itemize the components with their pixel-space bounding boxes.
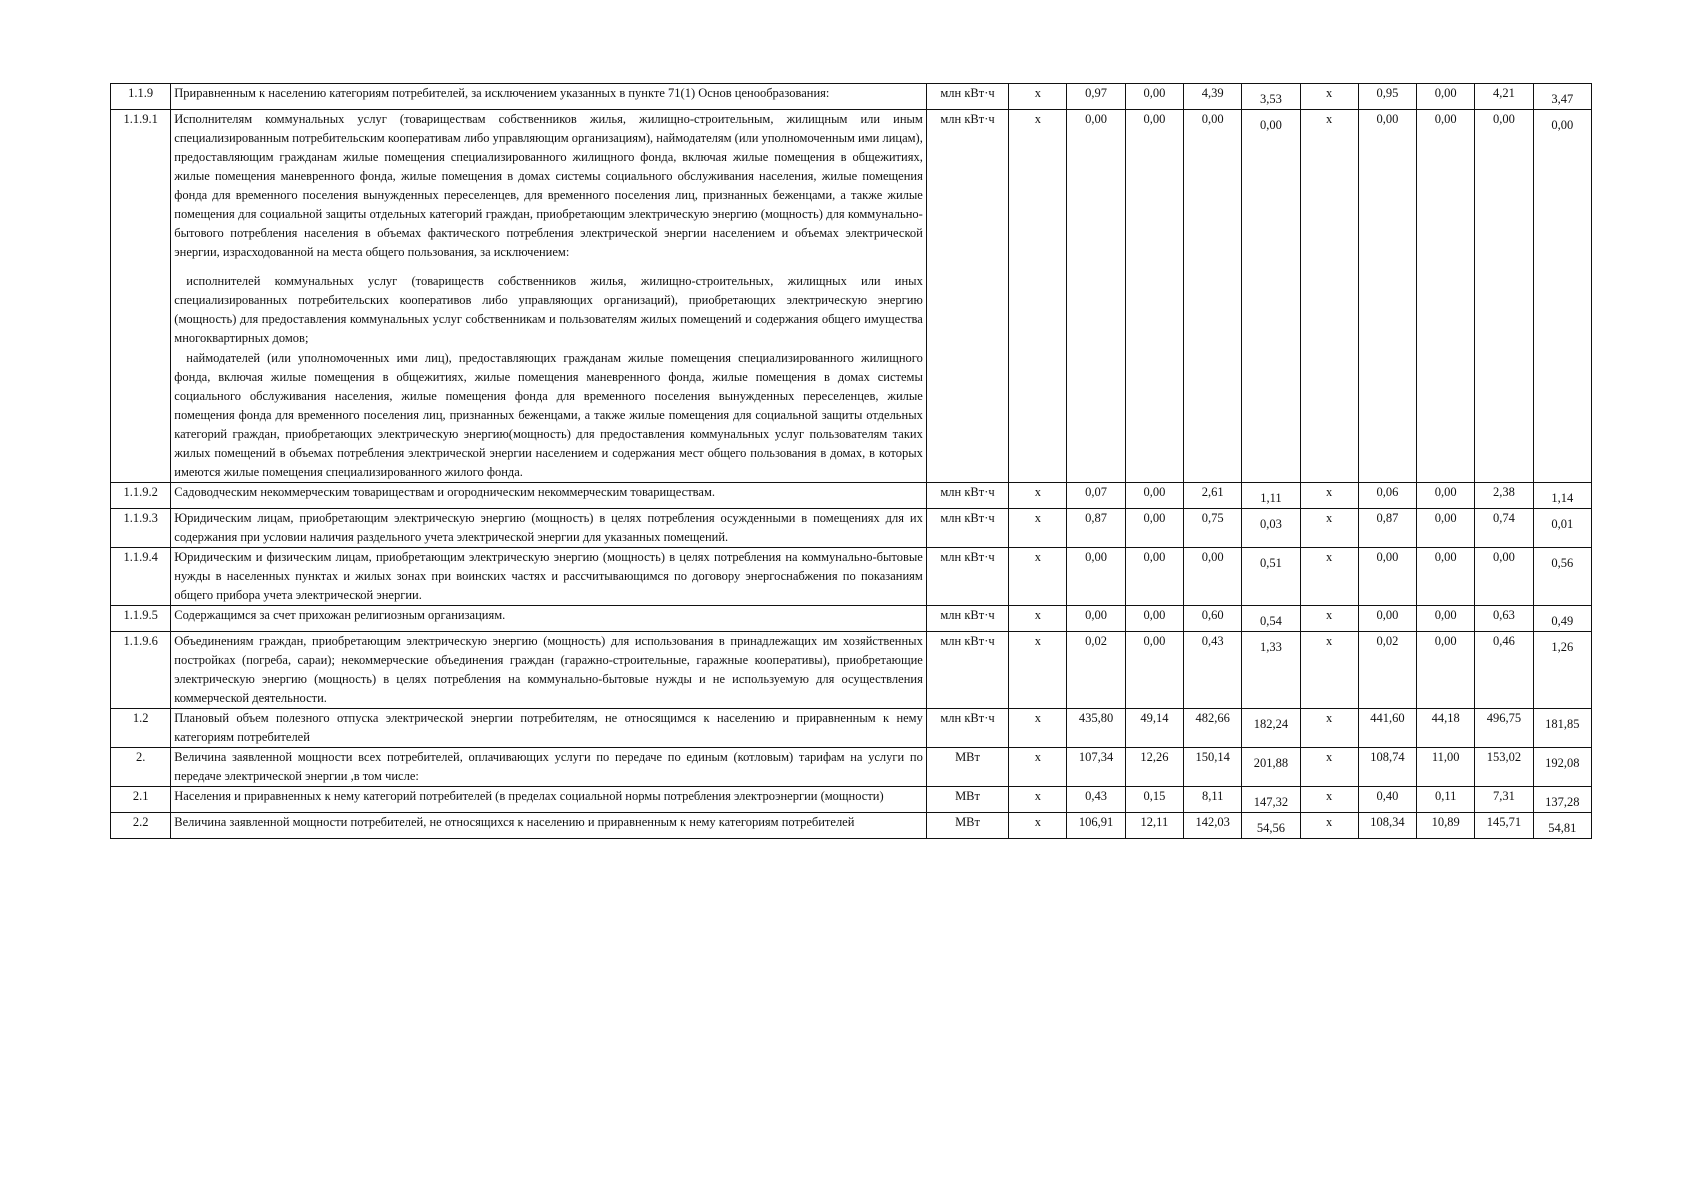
cell-value: 0,56 (1551, 556, 1574, 570)
value-cell (1184, 84, 1242, 110)
value-cell (1242, 748, 1300, 787)
not-applicable-cell (1300, 483, 1358, 509)
row-code: 2.1 (111, 787, 171, 813)
value-cell (1417, 709, 1475, 748)
row-unit: млн кВт·ч (926, 483, 1008, 509)
value-cell (1184, 813, 1242, 839)
not-applicable-cell (1009, 787, 1067, 813)
cell-value: х (1034, 511, 1041, 525)
table-row (111, 84, 1592, 110)
value-cell (1242, 548, 1300, 606)
value-cell (1184, 606, 1242, 632)
row-description (171, 110, 927, 483)
description-paragraph: Объединениям граждан, приобретающим электрическую энергию (мощность) для использования в принадлежащих им хозяйственных постройках (погреба, сараи); некоммерческие объединения граждан (гаражно-строительные, гаражные кооперативы), приобретающие электрическую энергию (мощность) в целях потребления на коммунально-бытовые нужды и не используемую для осуществления коммерческой деятельности. (174, 634, 923, 705)
cell-value: 192,08 (1545, 756, 1580, 770)
cell-value: х (1034, 112, 1041, 126)
row-unit: млн кВт·ч (926, 632, 1008, 709)
cell-value: х (1034, 815, 1041, 829)
cell-value: 44,18 (1431, 711, 1460, 725)
cell-value: 54,81 (1548, 821, 1577, 835)
cell-value: х (1034, 485, 1041, 499)
row-unit: млн кВт·ч (926, 509, 1008, 548)
cell-value: 108,74 (1370, 750, 1405, 764)
cell-value: 182,24 (1253, 717, 1289, 731)
cell-value: х (1326, 86, 1333, 100)
cell-value: 0,00 (1434, 608, 1457, 622)
value-cell (1358, 606, 1416, 632)
description-paragraph: Приравненным к населению категориям потребителей, за исключением указанных в пункте 71(1) Основ ценообразования: (174, 86, 830, 100)
table-row (111, 813, 1592, 839)
value-cell (1184, 509, 1242, 548)
value-cell (1417, 483, 1475, 509)
not-applicable-cell (1009, 813, 1067, 839)
row-unit: млн кВт·ч (926, 606, 1008, 632)
cell-value: 0,43 (1201, 634, 1224, 648)
row-code: 1.1.9.3 (111, 509, 171, 548)
value-cell (1067, 110, 1125, 483)
table-row (111, 709, 1592, 748)
value-cell (1125, 548, 1183, 606)
cell-value: 435,80 (1078, 711, 1114, 725)
description-paragraph: Величина заявленной мощности всех потребителей, оплачивающих услуги по передаче по единым (котловым) тарифам на услуги по передаче электрической энергии ,в том числе: (174, 750, 923, 783)
value-cell (1067, 813, 1125, 839)
value-cell (1125, 110, 1183, 483)
cell-value: 10,89 (1431, 815, 1460, 829)
cell-value: 0,00 (1085, 550, 1108, 564)
not-applicable-cell (1009, 709, 1067, 748)
cell-value: 0,02 (1376, 634, 1399, 648)
value-cell (1242, 606, 1300, 632)
value-cell (1358, 548, 1416, 606)
cell-value: х (1326, 608, 1333, 622)
not-applicable-cell (1009, 548, 1067, 606)
value-cell (1358, 787, 1416, 813)
not-applicable-cell (1300, 748, 1358, 787)
cell-value: 201,88 (1253, 756, 1289, 770)
table-row (111, 787, 1592, 813)
not-applicable-cell (1300, 632, 1358, 709)
cell-value: 4,21 (1493, 86, 1515, 100)
not-applicable-cell (1300, 606, 1358, 632)
table-row (111, 748, 1592, 787)
value-cell (1533, 483, 1591, 509)
value-cell (1533, 606, 1591, 632)
cell-value: 150,14 (1195, 750, 1230, 764)
not-applicable-cell (1300, 813, 1358, 839)
row-unit: МВт (926, 748, 1008, 787)
table-row (111, 110, 1592, 483)
value-cell (1067, 787, 1125, 813)
not-applicable-cell (1300, 709, 1358, 748)
cell-value: 137,28 (1545, 795, 1580, 809)
cell-value: 0,74 (1493, 511, 1515, 525)
value-cell (1125, 813, 1183, 839)
row-description (171, 632, 927, 709)
cell-value: 0,43 (1085, 789, 1108, 803)
cell-value: х (1034, 608, 1041, 622)
row-code: 1.1.9.2 (111, 483, 171, 509)
cell-value: 4,39 (1201, 86, 1224, 100)
row-code: 2. (111, 748, 171, 787)
value-cell (1417, 548, 1475, 606)
value-cell (1125, 632, 1183, 709)
not-applicable-cell (1009, 632, 1067, 709)
not-applicable-cell (1300, 110, 1358, 483)
value-cell (1358, 748, 1416, 787)
cell-value: 0,40 (1376, 789, 1399, 803)
value-cell (1533, 748, 1591, 787)
value-cell (1358, 84, 1416, 110)
value-cell (1358, 483, 1416, 509)
cell-value: 2,61 (1201, 485, 1224, 499)
cell-value: 0,63 (1493, 608, 1515, 622)
value-cell (1184, 787, 1242, 813)
cell-value: 0,00 (1085, 608, 1108, 622)
value-cell (1125, 748, 1183, 787)
value-cell (1358, 110, 1416, 483)
cell-value: 0,49 (1551, 614, 1574, 628)
cell-value: 0,00 (1434, 86, 1457, 100)
table-row (111, 632, 1592, 709)
row-description (171, 709, 927, 748)
cell-value: 0,00 (1143, 550, 1166, 564)
value-cell (1184, 483, 1242, 509)
row-description (171, 548, 927, 606)
cell-value: 482,66 (1195, 711, 1230, 725)
cell-value: х (1034, 550, 1041, 564)
cell-value: 0,00 (1434, 511, 1457, 525)
cell-value: 0,97 (1085, 86, 1108, 100)
not-applicable-cell (1009, 110, 1067, 483)
cell-value: 0,15 (1143, 789, 1166, 803)
description-paragraph: Населения и приравненных к нему категорий потребителей (в пределах социальной нормы потребления электроэнергии (мощности) (174, 789, 884, 803)
value-cell (1184, 110, 1242, 483)
cell-value: 0,00 (1434, 112, 1457, 126)
row-description (171, 813, 927, 839)
cell-value: 49,14 (1140, 711, 1169, 725)
cell-value: 0,00 (1434, 634, 1457, 648)
cell-value: 0,00 (1434, 485, 1457, 499)
value-cell (1533, 548, 1591, 606)
cell-value: 0,00 (1259, 118, 1282, 132)
cell-value: х (1326, 815, 1333, 829)
cell-value: 0,00 (1143, 112, 1166, 126)
cell-value: 0,00 (1143, 634, 1166, 648)
cell-value: 2,38 (1493, 485, 1515, 499)
cell-value: 0,46 (1493, 634, 1515, 648)
cell-value: 0,11 (1435, 789, 1457, 803)
value-cell (1242, 509, 1300, 548)
value-cell (1358, 632, 1416, 709)
value-cell (1184, 548, 1242, 606)
not-applicable-cell (1300, 84, 1358, 110)
description-paragraph: наймодателей (или уполномоченных ими лиц), предоставляющих гражданам жилые помещения специализированного жилищного фонда, включая жилые помещения в общежитиях, жилые помещения маневренного фонда, жилые помещения в домах системы социального обслуживания населения, жилые помещения фонда для временного поселения вынужденных переселенцев, жилые помещения фонда для временного поселения лиц, признанных беженцами, а также жилые помещения для социальной защиты отдельных категорий граждан, приобретающих электрическую энергию(мощность) для предоставления коммунальных услуг пользователям таких жилых помещений в объемах потребления электрической энергии населением и содержания мест общего пользования в домах, в которых имеются жилые помещения специализированного жилого фонда. (174, 351, 923, 479)
cell-value: 0,75 (1201, 511, 1224, 525)
cell-value: х (1326, 711, 1333, 725)
value-cell (1475, 709, 1533, 748)
value-cell (1475, 606, 1533, 632)
value-cell (1242, 483, 1300, 509)
not-applicable-cell (1009, 748, 1067, 787)
cell-value: 7,31 (1493, 789, 1515, 803)
cell-value: х (1034, 789, 1041, 803)
description-paragraph: Плановый объем полезного отпуска электрической энергии потребителям, не относящимся к населению и приравненным к нему категориям потребителей (174, 711, 923, 744)
row-unit: млн кВт·ч (926, 548, 1008, 606)
value-cell (1358, 709, 1416, 748)
row-unit: МВт (926, 813, 1008, 839)
description-paragraph: Садоводческим некоммерческим товариществам и огородническим некоммерческим товариществам. (174, 485, 715, 499)
cell-value: 0,02 (1085, 634, 1108, 648)
not-applicable-cell (1300, 787, 1358, 813)
cell-value: 3,47 (1551, 92, 1574, 106)
value-cell (1125, 483, 1183, 509)
cell-value: 1,11 (1260, 491, 1282, 505)
cell-value: 0,06 (1376, 485, 1399, 499)
value-cell (1067, 748, 1125, 787)
value-cell (1067, 483, 1125, 509)
not-applicable-cell (1009, 84, 1067, 110)
cell-value: х (1034, 711, 1041, 725)
cell-value: 0,95 (1376, 86, 1399, 100)
value-cell (1475, 787, 1533, 813)
row-description (171, 84, 927, 110)
row-unit: млн кВт·ч (926, 110, 1008, 483)
value-cell (1067, 509, 1125, 548)
row-code: 1.1.9.1 (111, 110, 171, 483)
value-cell (1184, 632, 1242, 709)
cell-value: 0,87 (1376, 511, 1399, 525)
cell-value: 0,07 (1085, 485, 1108, 499)
value-cell (1417, 509, 1475, 548)
value-cell (1475, 632, 1533, 709)
description-paragraph: Юридическим и физическим лицам, приобретающим электрическую энергию (мощность) в целях потребления на коммунально-бытовые нужды в населенных пунктах и жилых зонах при воинских частях и рассчитывающимся по договору энергоснабжения по показаниям общего прибора учета электрической энергии. (174, 550, 923, 602)
value-cell (1242, 813, 1300, 839)
not-applicable-cell (1009, 509, 1067, 548)
cell-value: 0,00 (1201, 550, 1224, 564)
value-cell (1184, 709, 1242, 748)
value-cell (1358, 509, 1416, 548)
value-cell (1067, 632, 1125, 709)
value-cell (1358, 813, 1416, 839)
row-code: 1.1.9.4 (111, 548, 171, 606)
description-paragraph: Исполнителям коммунальных услуг (товариществам собственников жилья, жилищно-строительным, жилищным или иным специализированным потребительским кооперативам либо управляющим организациям), наймодателям (или уполномоченным ими лицам), предоставляющим гражданам жилые помещения специализированного жилищного фонда, включая жилые помещения в общежитиях, жилые помещения маневренного фонда, жилые помещения в домах системы социального обслуживания населения, жилые помещения фонда для временного поселения вынужденных переселенцев, для временного поселения лиц, признанных беженцами, а также жилые помещения для социальной защиты отдельных категорий граждан, приобретающим электрическую энергию (мощность) для коммунально-бытового потребления населения в объемах фактического потребления электрической энергии населением и объемах электрической энергии, израсходованной на места общего пользования, за исключением: (174, 112, 923, 259)
table-row (111, 548, 1592, 606)
cell-value: 147,32 (1253, 795, 1289, 809)
cell-value: х (1034, 86, 1041, 100)
cell-value: 0,00 (1551, 118, 1574, 132)
value-cell (1067, 548, 1125, 606)
value-cell (1242, 84, 1300, 110)
row-unit: млн кВт·ч (926, 709, 1008, 748)
table-row (111, 606, 1592, 632)
value-cell (1242, 787, 1300, 813)
cell-value: 0,00 (1143, 608, 1166, 622)
cell-value: х (1326, 511, 1333, 525)
value-cell (1417, 813, 1475, 839)
cell-value: 106,91 (1078, 815, 1114, 829)
cell-value: 107,34 (1078, 750, 1114, 764)
value-cell (1475, 84, 1533, 110)
row-description (171, 509, 927, 548)
cell-value: 181,85 (1545, 717, 1580, 731)
cell-value: 3,53 (1259, 92, 1282, 106)
value-cell (1475, 110, 1533, 483)
value-cell (1184, 748, 1242, 787)
value-cell (1242, 110, 1300, 483)
row-code: 1.1.9 (111, 84, 171, 110)
row-description (171, 483, 927, 509)
value-cell (1533, 709, 1591, 748)
value-cell (1125, 606, 1183, 632)
row-unit: МВт (926, 787, 1008, 813)
cell-value: 11,00 (1431, 750, 1460, 764)
cell-value: х (1326, 634, 1333, 648)
cell-value: 441,60 (1370, 711, 1405, 725)
description-paragraph: Юридическим лицам, приобретающим электрическую энергию (мощность) в целях потребления осужденными в помещениях для их содержания при условии наличия раздельного учета электрической энергии для указанных помещений. (174, 511, 923, 544)
value-cell (1125, 509, 1183, 548)
cell-value: 145,71 (1486, 815, 1522, 829)
value-cell (1417, 110, 1475, 483)
cell-value: 142,03 (1195, 815, 1230, 829)
cell-value: 1,14 (1551, 491, 1574, 505)
cell-value: х (1326, 750, 1333, 764)
value-cell (1242, 709, 1300, 748)
cell-value: 0,03 (1259, 517, 1282, 531)
cell-value: 1,26 (1551, 640, 1574, 654)
row-unit: млн кВт·ч (926, 84, 1008, 110)
value-cell (1417, 632, 1475, 709)
cell-value: х (1326, 789, 1333, 803)
row-code: 1.2 (111, 709, 171, 748)
cell-value: 0,00 (1493, 112, 1515, 126)
value-cell (1475, 748, 1533, 787)
cell-value: 12,26 (1140, 750, 1169, 764)
cell-value: 0,51 (1259, 556, 1282, 570)
cell-value: х (1034, 634, 1041, 648)
value-cell (1533, 509, 1591, 548)
cell-value: 8,11 (1201, 789, 1224, 803)
value-cell (1125, 84, 1183, 110)
value-cell (1417, 606, 1475, 632)
value-cell (1067, 84, 1125, 110)
value-cell (1475, 509, 1533, 548)
cell-value: 0,00 (1143, 511, 1166, 525)
not-applicable-cell (1009, 606, 1067, 632)
value-cell (1533, 632, 1591, 709)
value-cell (1125, 709, 1183, 748)
value-cell (1242, 632, 1300, 709)
value-cell (1417, 84, 1475, 110)
not-applicable-cell (1009, 483, 1067, 509)
cell-value: 0,00 (1201, 112, 1224, 126)
table-row (111, 483, 1592, 509)
cell-value: 496,75 (1486, 711, 1522, 725)
cell-value: 153,02 (1486, 750, 1522, 764)
row-code: 1.1.9.6 (111, 632, 171, 709)
table-body (111, 84, 1592, 839)
cell-value: 1,33 (1259, 640, 1282, 654)
cell-value: 12,11 (1140, 815, 1169, 829)
cell-value: х (1326, 112, 1333, 126)
cell-value: 0,00 (1376, 550, 1399, 564)
cell-value: 0,00 (1493, 550, 1515, 564)
value-cell (1475, 813, 1533, 839)
value-cell (1475, 548, 1533, 606)
not-applicable-cell (1300, 548, 1358, 606)
value-cell (1533, 110, 1591, 483)
cell-value: 108,34 (1370, 815, 1405, 829)
cell-value: 0,00 (1376, 608, 1399, 622)
description-paragraph: исполнителей коммунальных услуг (товариществ собственников жилья, жилищно-строительных, жилищных или иных специализированных потребительских кооперативов либо управляющих организаций), приобретающих электрическую энергию (мощность) для предоставления коммунальных услуг собственникам и пользователям жилых помещений и содержания общего имущества многоквартирных домов; (174, 274, 923, 345)
cell-value: 0,00 (1143, 485, 1166, 499)
value-cell (1533, 787, 1591, 813)
row-code: 2.2 (111, 813, 171, 839)
value-cell (1417, 748, 1475, 787)
cell-value: 0,54 (1259, 614, 1282, 628)
table-row (111, 509, 1592, 548)
value-cell (1533, 813, 1591, 839)
cell-value: 0,01 (1551, 517, 1574, 531)
cell-value: 0,00 (1085, 112, 1108, 126)
row-code: 1.1.9.5 (111, 606, 171, 632)
row-description (171, 606, 927, 632)
cell-value: 0,60 (1201, 608, 1224, 622)
cell-value: х (1326, 485, 1333, 499)
value-cell (1417, 787, 1475, 813)
value-cell (1475, 483, 1533, 509)
cell-value: х (1034, 750, 1041, 764)
description-paragraph: Содержащимся за счет прихожан религиозным организациям. (174, 608, 506, 622)
cell-value: 0,87 (1085, 511, 1108, 525)
cell-value: 0,00 (1143, 86, 1166, 100)
cell-value: х (1326, 550, 1333, 564)
cell-value: 0,00 (1376, 112, 1399, 126)
value-cell (1067, 606, 1125, 632)
not-applicable-cell (1300, 509, 1358, 548)
row-description (171, 787, 927, 813)
description-paragraph: Величина заявленной мощности потребителей, не относящихся к населению и приравненным к нему категориям потребителей (174, 815, 855, 829)
tariff-volume-table (110, 83, 1592, 839)
cell-value: 0,00 (1434, 550, 1457, 564)
cell-value: 54,56 (1256, 821, 1285, 835)
value-cell (1533, 84, 1591, 110)
value-cell (1125, 787, 1183, 813)
row-description (171, 748, 927, 787)
value-cell (1067, 709, 1125, 748)
